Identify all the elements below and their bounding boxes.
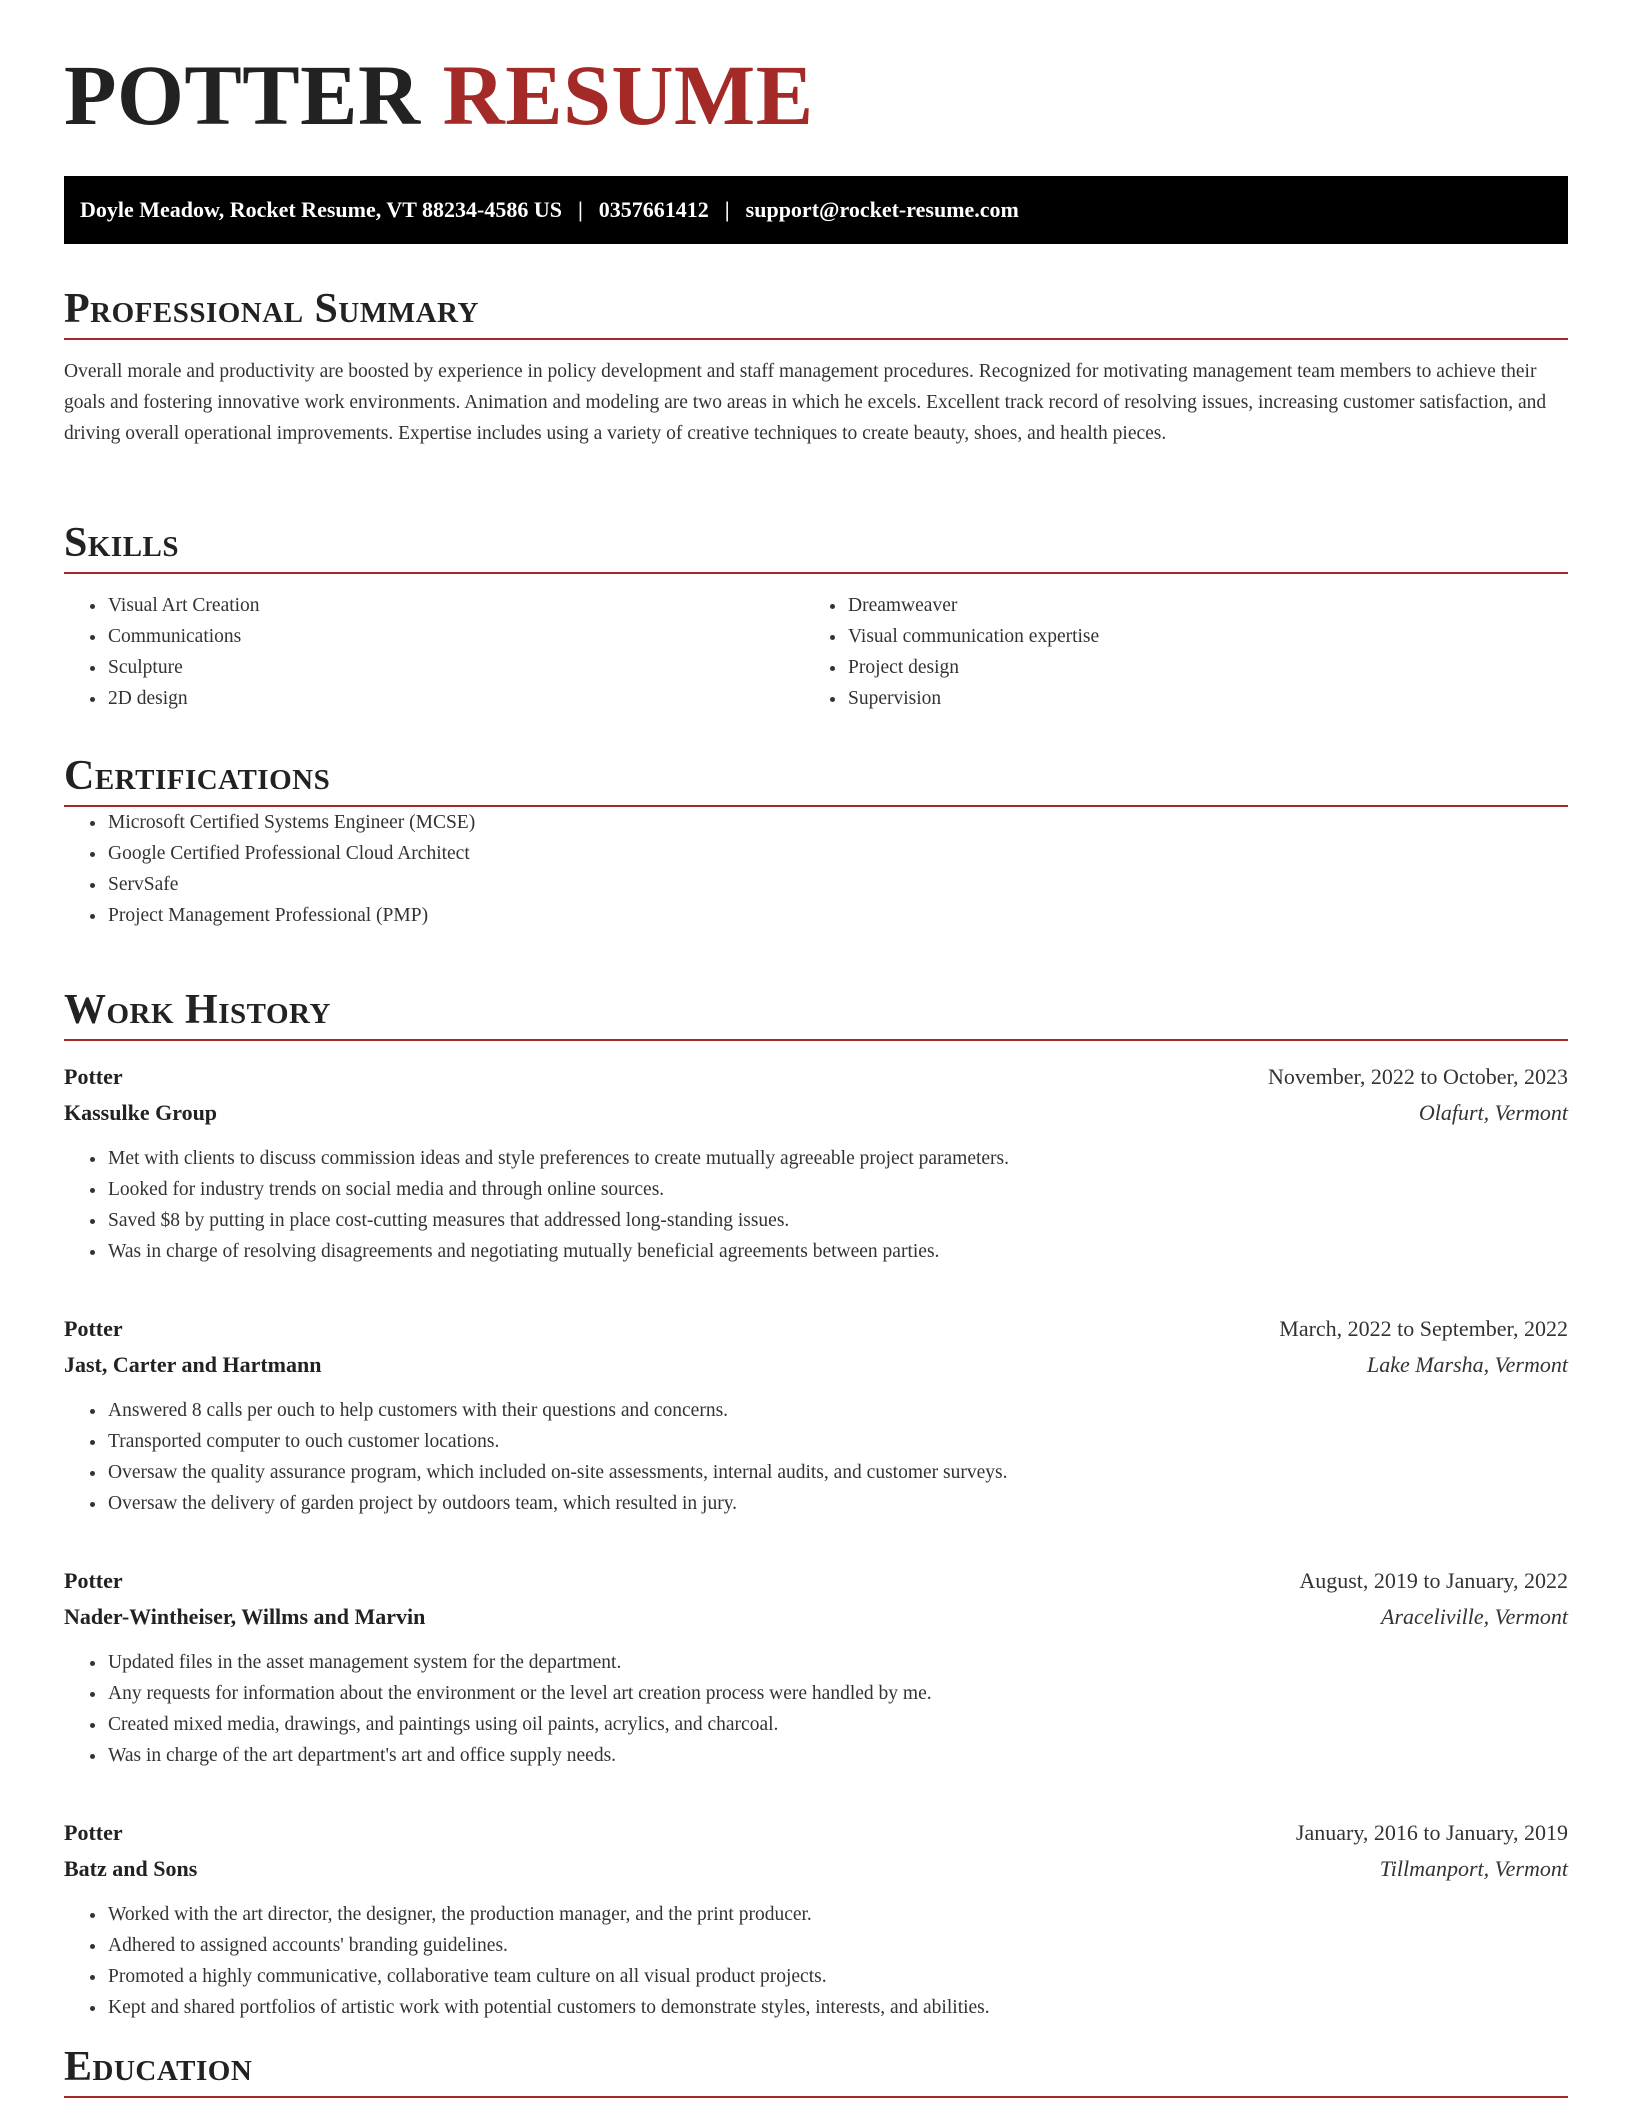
job-bullet: • Answered 8 calls per ouch to help customers with their questions and concerns.	[107, 1395, 1568, 1426]
job-title: Potter	[64, 1064, 123, 1089]
summary-text: Overall morale and productivity are boosted by experience in policy development and staff management procedures. Recognized for motivating management team members to achieve their goals and fostering innovative work environments. Animation and modeling are two areas in which he excels. Excellent track record of resolving issues, increasing customer satisfaction, and driving overall operational improvements. Expertise includes using a variety of creative techniques to create beauty, shoes, and health pieces.	[64, 361, 1547, 444]
skills-list-right	[804, 590, 1544, 714]
skill-item: • 2D design	[107, 683, 804, 714]
job-bullet: • Saved $8 by putting in place cost-cutting measures that addressed long-standing issues.	[107, 1205, 1568, 1236]
job-bullets	[64, 1143, 1568, 1267]
contact-address: Doyle Meadow, Rocket Resume, VT 88234-4586 US	[80, 197, 562, 222]
job-bullet: • Looked for industry trends on social media and through online sources.	[107, 1174, 1568, 1205]
job-entry	[64, 1059, 1568, 1267]
skill-item: • Communications	[107, 621, 804, 652]
contact-separator: |	[724, 197, 730, 222]
section-heading-work-history: Work History	[64, 985, 1568, 1041]
section-heading-skills: Skills	[64, 518, 1568, 574]
certifications-list	[64, 807, 1568, 931]
job-header-row	[64, 1311, 1568, 1347]
skills-column-left	[64, 590, 804, 714]
job-bullet: • Oversaw the delivery of garden project by outdoors team, which resulted in jury.	[107, 1488, 1568, 1519]
skill-item: • Visual communication expertise	[847, 621, 1544, 652]
contact-phone: 0357661412	[598, 197, 709, 222]
job-entry	[64, 1815, 1568, 2023]
contact-bar	[64, 176, 1568, 244]
job-location: Araceliville, Vermont	[1381, 1604, 1568, 1629]
certification-item: • Project Management Professional (PMP)	[107, 900, 1568, 931]
job-location: Lake Marsha, Vermont	[1366, 1352, 1568, 1377]
job-header-row	[64, 1563, 1568, 1599]
job-bullet: • Transported computer to ouch customer locations.	[107, 1426, 1568, 1457]
education-section	[64, 2042, 1568, 2098]
job-title: Potter	[64, 1568, 123, 1593]
job-location: Olafurt, Vermont	[1418, 1100, 1568, 1125]
contact-email: support@rocket-resume.com	[745, 197, 1019, 222]
work-history-section	[64, 985, 1568, 2023]
job-company: Batz and Sons	[64, 1856, 198, 1881]
skill-item: • Supervision	[847, 683, 1544, 714]
job-company: Kassulke Group	[64, 1100, 218, 1125]
certification-item: • ServSafe	[107, 869, 1568, 900]
job-bullet: • Was in charge of resolving disagreements and negotiating mutually beneficial agreements between parties.	[107, 1236, 1568, 1267]
job-entry	[64, 1311, 1568, 1519]
job-company-row	[64, 1599, 1568, 1635]
skills-list-left	[64, 590, 804, 714]
section-heading-education: Education	[64, 2042, 1568, 2098]
skills-column-right	[804, 590, 1544, 714]
skill-item: • Visual Art Creation	[107, 590, 804, 621]
job-company-row	[64, 1095, 1568, 1131]
job-bullet: • Any requests for information about the environment or the level art creation process were handled by me.	[107, 1678, 1568, 1709]
job-bullet: • Oversaw the quality assurance program, which included on-site assessments, internal audits, and customer surveys.	[107, 1457, 1568, 1488]
skill-item: • Sculpture	[107, 652, 804, 683]
certification-item: • Google Certified Professional Cloud Architect	[107, 838, 1568, 869]
section-heading-certifications: Certifications	[64, 751, 1568, 807]
job-title: Potter	[64, 1820, 123, 1845]
skill-item: • Dreamweaver	[847, 590, 1544, 621]
skills-grid	[64, 590, 1568, 714]
job-bullet: • Adhered to assigned accounts' branding guidelines.	[107, 1930, 1568, 1961]
job-bullets	[64, 1899, 1568, 2023]
resume-title	[64, 47, 814, 143]
job-dates: March, 2022 to September, 2022	[1279, 1316, 1568, 1341]
job-bullet: • Was in charge of the art department's art and office supply needs.	[107, 1740, 1568, 1771]
title-name: POTTER	[64, 47, 421, 143]
skill-item: • Project design	[847, 652, 1544, 683]
contact-separator: |	[577, 197, 583, 222]
job-company-row	[64, 1851, 1568, 1887]
job-bullet: • Kept and shared portfolios of artistic work with potential customers to demonstrate styles, interests, and abilities.	[107, 1992, 1568, 2023]
job-dates: November, 2022 to October, 2023	[1267, 1064, 1568, 1089]
job-title: Potter	[64, 1316, 123, 1341]
job-company-row	[64, 1347, 1568, 1383]
job-bullet: • Promoted a highly communicative, collaborative team culture on all visual product projects.	[107, 1961, 1568, 1992]
professional-summary-section	[64, 284, 1568, 449]
certification-item: • Microsoft Certified Systems Engineer (MCSE)	[107, 807, 1568, 838]
job-company: Jast, Carter and Hartmann	[64, 1352, 322, 1377]
job-dates: January, 2016 to January, 2019	[1295, 1820, 1568, 1845]
job-entry	[64, 1563, 1568, 1771]
section-heading-professional-summary: Professional Summary	[64, 284, 1568, 340]
certifications-section	[64, 751, 1568, 931]
job-header-row	[64, 1815, 1568, 1851]
job-bullets	[64, 1647, 1568, 1771]
job-bullet: • Met with clients to discuss commission ideas and style preferences to create mutually agreeable project parameters.	[107, 1143, 1568, 1174]
job-location: Tillmanport, Vermont	[1379, 1856, 1568, 1881]
job-dates: August, 2019 to January, 2022	[1299, 1568, 1568, 1593]
skills-section	[64, 518, 1568, 714]
job-company: Nader-Wintheiser, Willms and Marvin	[64, 1604, 426, 1629]
job-bullet: • Created mixed media, drawings, and paintings using oil paints, acrylics, and charcoal.	[107, 1709, 1568, 1740]
job-bullets	[64, 1395, 1568, 1519]
job-bullet: • Updated files in the asset management system for the department.	[107, 1647, 1568, 1678]
job-bullet: • Worked with the art director, the designer, the production manager, and the print producer.	[107, 1899, 1568, 1930]
title-resume-word: RESUME	[442, 47, 814, 143]
job-header-row	[64, 1059, 1568, 1095]
